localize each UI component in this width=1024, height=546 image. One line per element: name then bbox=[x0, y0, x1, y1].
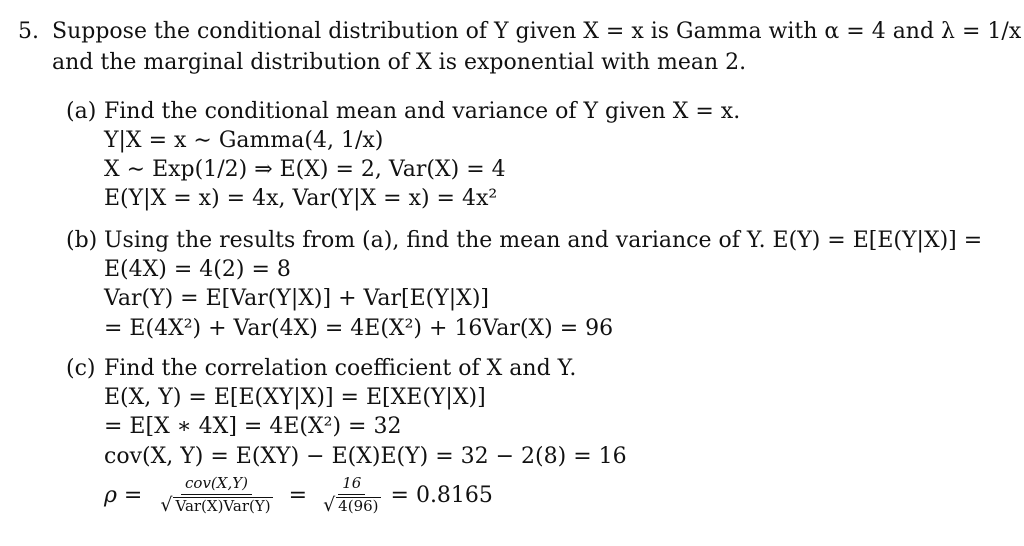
problem-number: 5. bbox=[18, 19, 39, 44]
part-c-work-line-1: E(X, Y) = E[E(XY|X)] = E[XE(Y|X)] bbox=[104, 385, 486, 410]
rho-fraction-1-denominator: Var(X)Var(Y) bbox=[175, 497, 271, 515]
rho-result: = 0.8165 bbox=[390, 482, 493, 508]
part-a-work-line-2: X ∼ Exp(1/2) ⇒ E(X) = 2, Var(X) = 4 bbox=[104, 157, 506, 182]
rho-fraction-2-denominator-group bbox=[323, 495, 380, 515]
rho-fraction-1-denominator-group bbox=[160, 495, 272, 515]
problem-statement-line-1: Suppose the conditional distribution of Y given X = x is Gamma with α = 4 and λ = 1/x bbox=[52, 19, 1022, 44]
part-b-label: (b) bbox=[66, 228, 98, 253]
part-a-work-line-3: E(Y|X = x) = 4x, Var(Y|X = x) = 4x² bbox=[104, 186, 498, 211]
rho-fraction-2 bbox=[323, 475, 380, 515]
correlation-formula bbox=[104, 470, 493, 520]
part-c-work-line-3: cov(X, Y) = E(XY) − E(X)E(Y) = 32 − 2(8) = 16 bbox=[104, 444, 627, 469]
part-b-work-line-1: E(4X) = 4(2) = 8 bbox=[104, 257, 291, 282]
part-a-question: Find the conditional mean and variance of Y given X = x. bbox=[104, 99, 741, 124]
rho-fraction-2-denominator: 4(96) bbox=[338, 497, 379, 515]
sqrt-icon: √ bbox=[323, 494, 336, 516]
rho-fraction-1 bbox=[160, 475, 272, 515]
rho-fraction-1-numerator: cov(X,Y) bbox=[181, 475, 252, 495]
part-c-question: Find the correlation coefficient of X and Y. bbox=[104, 356, 577, 381]
rho-equals: = bbox=[288, 482, 308, 508]
part-a-label: (a) bbox=[66, 99, 97, 124]
part-b-question: Using the results from (a), find the mean and variance of Y. E(Y) = E[E(Y|X)] = bbox=[104, 228, 983, 253]
problem-statement-line-2: and the marginal distribution of X is exponential with mean 2. bbox=[52, 50, 747, 75]
rho-symbol: ρ = bbox=[104, 482, 143, 508]
sqrt-icon: √ bbox=[160, 494, 173, 516]
part-c-label: (c) bbox=[66, 356, 96, 381]
part-c-work-line-2: = E[X ∗ 4X] = 4E(X²) = 32 bbox=[104, 414, 402, 439]
part-b-work-line-2: Var(Y) = E[Var(Y|X)] + Var[E(Y|X)] bbox=[104, 286, 490, 311]
part-b-work-line-3: = E(4X²) + Var(4X) = 4E(X²) + 16Var(X) = 96 bbox=[104, 316, 614, 341]
part-a-work-line-1: Y|X = x ∼ Gamma(4, 1/x) bbox=[104, 128, 384, 153]
rho-fraction-2-numerator: 16 bbox=[338, 475, 365, 495]
